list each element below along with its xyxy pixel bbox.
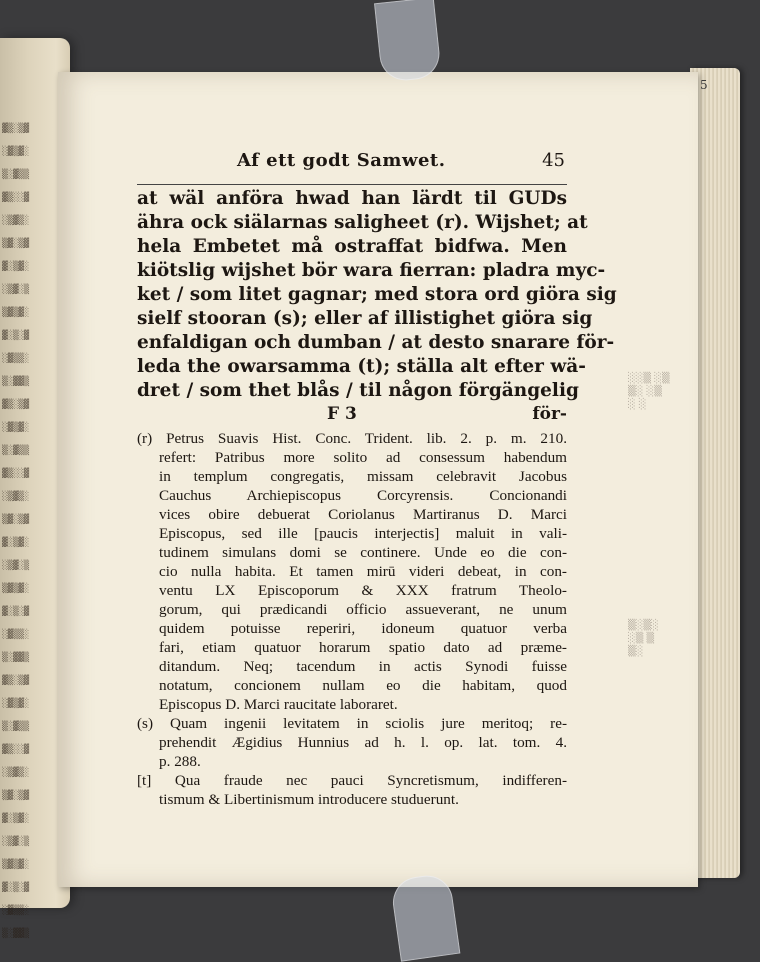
page-clip-top — [374, 0, 442, 83]
note-mark: (s) — [137, 715, 154, 732]
note-line: Episcopus D. Marci raucitate laboraret. — [159, 696, 398, 713]
main-body — [137, 187, 617, 425]
note-line: prehendit Ægidius Hunnius ad h. l. op. lat. tom. 4. — [159, 734, 567, 751]
body-line: enfaldigan och dumban / at desto snarare för- — [137, 332, 615, 353]
footnote-r — [137, 429, 567, 714]
note-line: quidem potuisse reperiri, idoneum quatuor verba — [159, 620, 567, 637]
note-line: refert: Patribus more solito ad consessum habendum — [159, 449, 567, 466]
running-title: Af ett godt Samwet. — [237, 150, 446, 171]
note-line: in templum congregatis, missam celebravit Jacobus — [159, 468, 567, 485]
running-header — [137, 150, 567, 180]
note-line: notatum, concionem nullam eo die habitam, quod — [159, 677, 567, 694]
note-line: tudinem simulans domi se continere. Unde eo die con- — [159, 544, 567, 561]
catchword: för- — [532, 404, 567, 424]
note-text: Quam ingenii levitatem in sciolis jure meritoq; re- — [169, 715, 568, 732]
note-line: ventu LX Episcoporum & XXX fratrum Theolo- — [159, 582, 567, 599]
note-mark: (r) — [137, 430, 153, 447]
note-line: vices obire debuerat Coriolanus Martiranus D. Marci — [159, 506, 567, 523]
body-line: ket / som litet gagnar; med stora ord giöra sig — [137, 284, 617, 305]
page-number: 45 — [542, 150, 565, 171]
note-line — [137, 771, 567, 790]
body-line: dret / som thet blås / til någon förgängelig — [137, 380, 579, 401]
note-text: Petrus Suavis Hist. Conc. Trident. lib. 2. p. m. 210. — [166, 430, 567, 447]
note-line: p. 288. — [159, 753, 201, 770]
signature-mark: F 3 — [327, 404, 357, 424]
footnote-t — [137, 771, 567, 809]
footnotes — [137, 429, 567, 809]
left-page-bleed-text: ▓▒░▒▓ ░▓▒▓░ ▒░▓▒▒ ▓▒░░▓ ░▒▓▒░ ▒▓░▒▓ ▓░▒▓░ ░▒▓░▒ ▒▓▒▓░ ▓░▒░▓ ░▓▒▒░ ▒░▓▓▒ ▓▒░▒▓ ░▓▒▓░ ▒░▓▒▒ ▓▒░░▓ ░▒▓▒░ ▒▓░▒▓ ▓░▒▓░ ░▒▓░▒ ▒▓▒▓░ ▓░▒░▓ ░▓▒▒░ ▒░▓▓▒ ▓▒░▒▓ ░▓▒▓░ ▒░▓▒▒ ▓▒░░▓ ░▒▓▒░ ▒▓░▒▓ ▓░▒▓░ ░▒▓░▒ ▒▓▒▓░ ▓░▒░▓ ░▓▒▒░ ▒░▓▓▒ — [2, 124, 30, 939]
signature-line — [137, 403, 567, 425]
body-line: leda the owarsamma (t); ställa alt efter wä- — [137, 356, 586, 377]
note-mark: [t] — [137, 772, 152, 789]
body-line: ähra ock siälarnas saligheet (r). Wijshet; at — [137, 212, 588, 233]
body-line: hela Embetet må ostraffat bidfwa. Men — [137, 236, 567, 257]
note-line: gorum, qui prædicandi officio assueverant, ne unum — [159, 601, 567, 618]
body-line: at wäl anföra hwad han lärdt til GUDs — [137, 188, 567, 209]
header-rule — [137, 184, 567, 185]
note-line: fari, etiam quatuor horarum spatio dato ad præme- — [159, 639, 567, 656]
show-through-marks: ░░▒ ░▒ ▒░ ░▒ ░ ░ ▒░▒░ ░▒ ▒ ▒░ — [628, 373, 670, 657]
note-line: ditandum. Neq; tacendum in actis Synodi fuisse — [159, 658, 567, 675]
corner-mark: 5 — [700, 78, 708, 92]
note-line — [137, 714, 567, 733]
note-line: Episcopus, sed ille [paucis interjectis] maluit in vali- — [159, 525, 567, 542]
note-line: cio nulla habita. Et tamen mirū videri debeat, in con- — [159, 563, 567, 580]
note-line: Cauchus Archiepiscopus Corcyrensis. Concionandi — [159, 487, 567, 504]
note-text: Qua fraude nec pauci Syncretismum, indifferen- — [174, 772, 568, 789]
footnote-s — [137, 714, 567, 771]
body-line: kiötslig wijshet bör wara fierran: pladra myc- — [137, 260, 606, 281]
note-line — [137, 429, 567, 448]
note-line: tismum & Libertinismum introducere studuerunt. — [159, 791, 459, 808]
body-line: sielf stooran (s); eller af illistighet giöra sig — [137, 308, 593, 329]
text-block — [137, 150, 617, 809]
